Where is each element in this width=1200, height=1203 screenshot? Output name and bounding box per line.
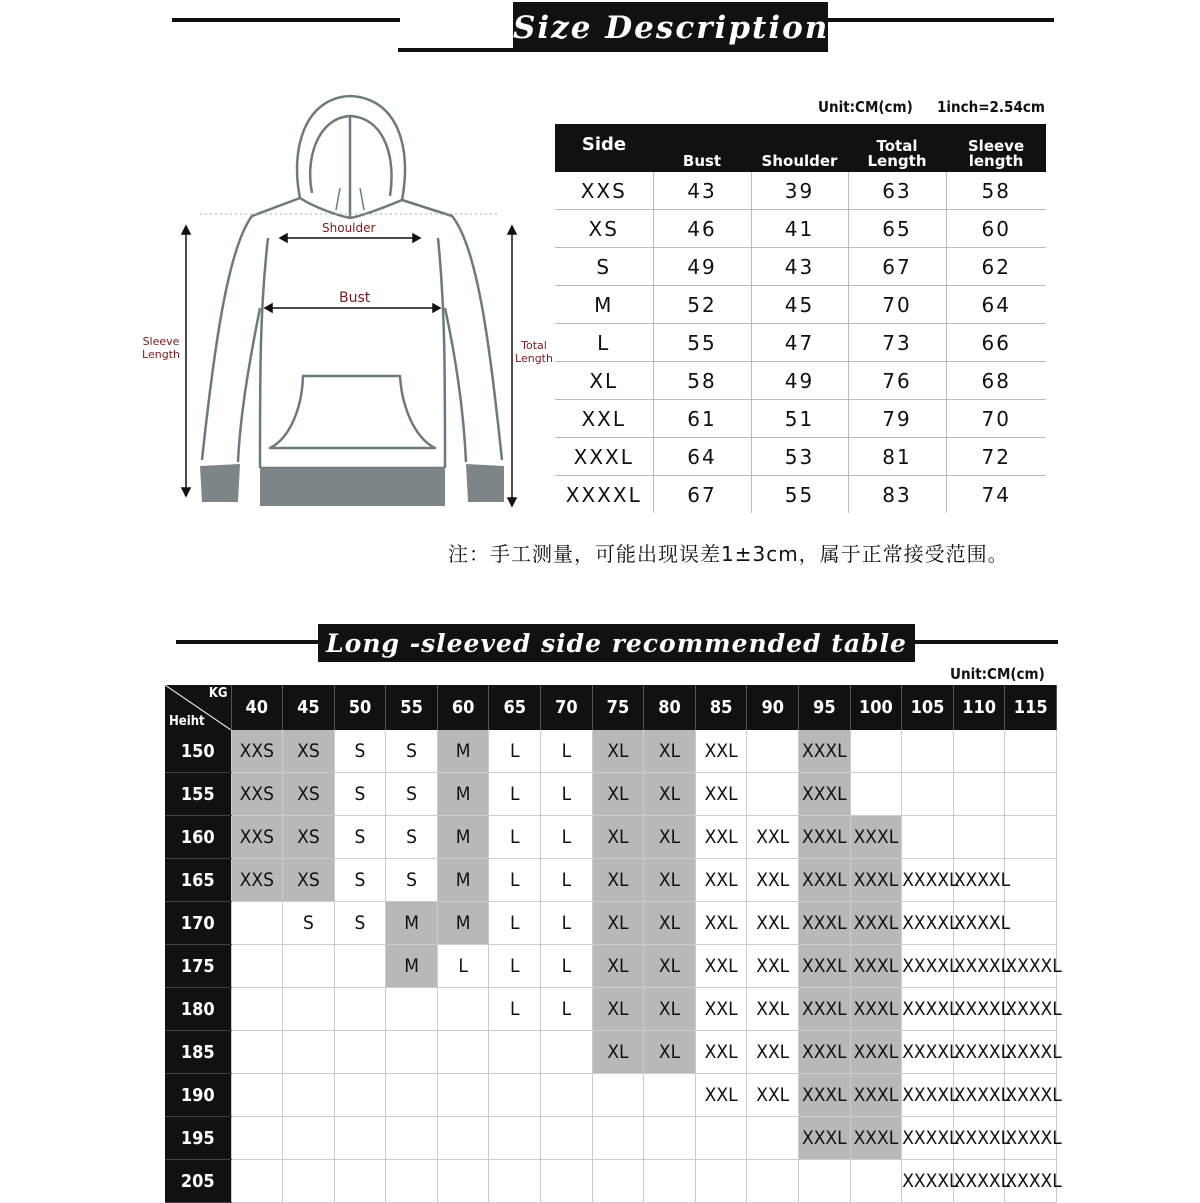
size-table-header [555,124,1046,172]
size-recommendation-cell: XXL [695,859,747,902]
height-label-cell: 160 [165,816,231,859]
size-row [555,476,1046,514]
size-recommendation-cell [231,1031,283,1074]
size-value-cell: 52 [653,286,751,324]
size-recommendation-cell: XS [283,730,335,773]
header2-rule-right [912,640,1058,644]
size-recommendation-cell [902,730,954,773]
size-recommendation-cell: XXXXL [1005,1074,1057,1117]
size-recommendation-cell: XXL [695,773,747,816]
size-recommendation-cell: XXL [747,945,799,988]
weight-header: 60 [437,685,489,730]
size-recommendation-cell [541,1117,593,1160]
size-recommendation-cell: S [386,773,438,816]
size-recommendation-cell [283,1117,335,1160]
size-recommendation-cell: XXXL [850,1074,902,1117]
sleeve-label-line1: Sleeve [142,335,180,348]
size-value-cell: 70 [946,400,1046,438]
size-recommendation-cell [489,1117,541,1160]
size-recommendation-cell: XXXL [799,1031,851,1074]
weight-header: 75 [592,685,644,730]
weight-header: 45 [283,685,335,730]
size-value-cell: 58 [946,172,1046,210]
size-recommendation-cell: XXXL [850,1117,902,1160]
weight-header: 50 [334,685,386,730]
height-label-cell: 165 [165,859,231,902]
size-recommendation-cell: XXXL [799,1074,851,1117]
weight-header: 100 [850,685,902,730]
size-recommendation-cell: XL [592,730,644,773]
size-recommendation-cell: XXXXL [1005,988,1057,1031]
size-recommendation-cell: S [334,773,386,816]
size-value-cell: 67 [653,476,751,514]
header-rule-left-top [172,18,400,22]
weight-header: 65 [489,685,541,730]
size-value-cell: 45 [751,286,848,324]
size-recommendation-cell [592,1117,644,1160]
sleeve-length-label [136,335,186,361]
size-header-4: Sleeve length [946,124,1046,172]
size-recommendation-cell: XXXL [850,859,902,902]
size-value-cell: 73 [848,324,946,362]
size-recommendation-cell: XXXXL [902,1160,954,1203]
size-recommendation-cell [231,1074,283,1117]
size-recommendation-cell: XL [592,816,644,859]
size-header-2: Shoulder [751,124,848,172]
size-recommendation-cell: L [541,773,593,816]
size-recommendation-cell [799,1160,851,1203]
size-recommendation-cell: L [489,859,541,902]
size-recommendation-cell [489,1031,541,1074]
size-recommendation-cell: XXXXL [953,1031,1005,1074]
size-recommendation-cell: XXXL [850,816,902,859]
size-recommendation-cell: XXXXL [1005,1160,1057,1203]
size-recommendation-cell [437,1117,489,1160]
size-recommendation-cell [386,1031,438,1074]
height-row [165,902,1057,945]
size-recommendation-cell [644,1117,696,1160]
size-label-cell: L [555,324,653,362]
size-recommendation-cell: XXXXL [953,1074,1005,1117]
size-value-cell: 70 [848,286,946,324]
size-recommendation-cell: L [541,988,593,1031]
header-rule-left-bottom [398,48,518,52]
weight-header: 90 [747,685,799,730]
size-recommendation-cell: L [541,816,593,859]
total-label-line1: Total [521,339,547,352]
size-value-cell: 55 [751,476,848,514]
size-recommendation-cell: M [437,773,489,816]
size-recommendation-cell [953,730,1005,773]
shoulder-label: Shoulder [322,221,376,235]
size-row [555,286,1046,324]
weight-header-row [165,685,1057,730]
height-row [165,730,1057,773]
size-row [555,248,1046,286]
size-recommendation-cell [902,816,954,859]
size-recommendation-cell [953,773,1005,816]
size-recommendation-cell: XXXL [850,988,902,1031]
height-label-cell: 185 [165,1031,231,1074]
size-recommendation-cell: S [386,859,438,902]
size-label-cell: XXS [555,172,653,210]
size-recommendation-cell [334,1117,386,1160]
size-recommendation-cell: XXL [695,988,747,1031]
size-value-cell: 47 [751,324,848,362]
size-recommendation-cell: XXXL [850,902,902,945]
size-recommendation-cell [1005,859,1057,902]
size-row [555,324,1046,362]
size-recommendation-cell [283,1074,335,1117]
size-value-cell: 74 [981,482,1011,507]
size-recommendation-cell: XL [644,859,696,902]
weight-header: 105 [902,685,954,730]
size-recommendation-cell: XXXXL [902,859,954,902]
height-row [165,859,1057,902]
recommended-table-title: Long -sleeved side recommended table [318,624,915,662]
size-recommendation-cell [334,1074,386,1117]
size-recommendation-cell [283,1160,335,1203]
size-row [555,362,1046,400]
size-recommendation-cell: XXL [747,1074,799,1117]
size-value-cell: 60 [946,210,1046,248]
size-recommendation-cell [283,1031,335,1074]
height-row [165,1117,1057,1160]
total-length-label [510,339,558,365]
size-recommendation-cell [386,1160,438,1203]
size-recommendation-cell: L [489,773,541,816]
size-recommendation-cell: XL [644,1031,696,1074]
size-recommendation-cell: S [334,730,386,773]
size-value-cell: 39 [751,172,848,210]
size-recommendation-cell: XS [283,816,335,859]
size-value-cell: 51 [751,400,848,438]
size-recommendation-cell [644,1074,696,1117]
kg-label: KG [208,686,228,701]
size-row [555,438,1046,476]
size-recommendation-cell: XXL [695,730,747,773]
height-label-cell: 155 [165,773,231,816]
size-recommendation-cell [231,1160,283,1203]
size-label-cell: XXL [555,400,653,438]
size-value-cell: 61 [653,400,751,438]
size-recommendation-cell: XL [592,1031,644,1074]
size-recommendation-cell [850,773,902,816]
size-recommendation-cell [231,1117,283,1160]
size-recommendation-cell: XL [644,945,696,988]
height-label-cell: 175 [165,945,231,988]
size-recommendation-cell: XL [644,773,696,816]
size-recommendation-cell: XL [644,730,696,773]
size-recommendation-cell: XXXXL [902,1117,954,1160]
size-value-cell: 83 [848,476,946,514]
size-value-cell: 79 [848,400,946,438]
size-recommendation-cell: XXXXL [902,1031,954,1074]
height-label-cell: 180 [165,988,231,1031]
size-recommendation-cell: XXXXL [1005,945,1057,988]
size-header-3: Total Length [848,124,946,172]
size-recommendation-cell [231,945,283,988]
size-recommendation-cell: XXXXL [953,1117,1005,1160]
size-recommendation-cell: XXXXL [953,902,1005,945]
weight-header: 110 [953,685,1005,730]
size-description-title: Size Description [513,2,828,52]
unit-note: Unit:CM(cm) [818,98,913,116]
size-recommendation-cell: L [489,945,541,988]
size-label-cell: S [555,248,653,286]
size-recommendation-cell: XXXXL [1005,1031,1057,1074]
size-recommendation-cell: XL [644,902,696,945]
size-recommendation-cell [437,988,489,1031]
size-recommendation-cell [1005,902,1057,945]
size-recommendation-cell: XXXL [850,1031,902,1074]
size-recommendation-cell: M [386,902,438,945]
size-recommendation-cell [386,1074,438,1117]
size-value-cell: 46 [653,210,751,248]
size-header-1: Bust [653,124,751,172]
size-recommendation-cell: XXXXL [953,988,1005,1031]
size-row [555,172,1046,210]
size-recommendation-cell: XXL [747,988,799,1031]
size-recommendation-cell: L [541,902,593,945]
table-corner [165,685,231,730]
unit-note-2: Unit:CM(cm) [950,665,1045,683]
size-recommendation-cell: XXXL [799,988,851,1031]
size-recommendation-cell [592,1074,644,1117]
size-recommendation-cell: XS [283,859,335,902]
weight-header: 115 [1005,685,1057,730]
size-recommendation-cell [695,1160,747,1203]
size-recommendation-cell [334,945,386,988]
size-recommendation-cell: XXL [747,859,799,902]
size-recommendation-cell [386,988,438,1031]
size-recommendation-cell: XXL [747,1031,799,1074]
size-recommendation-cell: XXXL [799,816,851,859]
sleeve-label-line2: Length [142,348,180,361]
size-value-cell: 64 [653,438,751,476]
size-recommendation-cell: XL [644,988,696,1031]
size-recommendation-cell: XXL [695,902,747,945]
size-recommendation-cell: M [386,945,438,988]
inch-note: 1inch=2.54cm [937,98,1045,116]
recommendation-table [165,685,1062,1203]
size-recommendation-cell: L [489,816,541,859]
size-recommendation-cell [334,1160,386,1203]
size-recommendation-cell: L [489,730,541,773]
size-header-0: Side [555,124,653,172]
size-recommendation-cell: XXL [747,816,799,859]
size-recommendation-cell [231,988,283,1031]
size-recommendation-cell: M [437,859,489,902]
size-recommendation-cell: S [386,816,438,859]
size-recommendation-cell [902,773,954,816]
size-recommendation-cell [850,730,902,773]
height-label-cell: 170 [165,902,231,945]
size-recommendation-cell: XXXXL [953,945,1005,988]
size-recommendation-cell [437,1031,489,1074]
measurement-note: 注：手工测量，可能出现误差1±3cm，属于正常接受范围。 [448,542,1009,566]
size-value-cell: 68 [946,362,1046,400]
height-label: Heiht [169,714,205,729]
size-recommendation-cell: M [437,816,489,859]
bust-label: Bust [339,290,371,306]
size-recommendation-cell: XXS [231,816,283,859]
size-recommendation-cell: XXXXL [902,902,954,945]
size-recommendation-cell: XXXL [799,1117,851,1160]
total-label-line2: Length [515,352,553,365]
height-row [165,1031,1057,1074]
size-recommendation-cell [231,902,283,945]
size-recommendation-cell: XXXL [799,773,851,816]
height-row [165,1074,1057,1117]
size-recommendation-cell: XL [592,945,644,988]
height-label-cell: 205 [165,1160,231,1203]
size-recommendation-cell: XXXXL [902,1074,954,1117]
height-label-cell: 195 [165,1117,231,1160]
size-recommendation-cell [437,1074,489,1117]
size-recommendation-cell: XXL [695,945,747,988]
height-row [165,1160,1057,1203]
weight-header: 95 [799,685,851,730]
size-recommendation-cell: L [489,988,541,1031]
size-row [555,210,1046,248]
size-recommendation-cell [283,988,335,1031]
size-value-cell: 63 [848,172,946,210]
size-recommendation-cell [541,1160,593,1203]
size-recommendation-cell: XXS [231,859,283,902]
size-recommendation-cell: M [437,902,489,945]
size-value-cell: 64 [946,286,1046,324]
size-recommendation-cell: XXL [747,902,799,945]
weight-header: 55 [386,685,438,730]
header-rule-right [826,18,1054,22]
size-recommendation-cell [592,1160,644,1203]
size-recommendation-cell [489,1074,541,1117]
size-recommendation-cell: XXXL [850,945,902,988]
size-value-cell: 66 [946,324,1046,362]
size-recommendation-cell: XS [283,773,335,816]
size-value-cell: 67 [848,248,946,286]
size-recommendation-cell: XXXL [799,859,851,902]
size-label-cell: XXXXL [555,476,653,514]
size-label-cell: XL [555,362,653,400]
size-value-cell: 58 [653,362,751,400]
size-recommendation-cell [489,1160,541,1203]
weight-header: 40 [231,685,283,730]
weight-header: 70 [541,685,593,730]
size-recommendation-cell: XXL [695,1031,747,1074]
size-recommendation-cell: XL [644,816,696,859]
size-value-cell: 49 [751,362,848,400]
header2-rule-left [176,640,321,644]
size-value-cell: 62 [946,248,1046,286]
size-table [555,124,1046,513]
size-recommendation-cell [747,730,799,773]
size-recommendation-cell: S [283,902,335,945]
size-recommendation-cell [1005,816,1057,859]
size-recommendation-cell: L [541,859,593,902]
size-value-cell: 43 [751,248,848,286]
size-recommendation-cell: L [541,945,593,988]
size-recommendation-cell: L [541,730,593,773]
size-recommendation-cell: XXXXL [953,859,1005,902]
size-recommendation-cell [283,945,335,988]
size-recommendation-cell: XXXXL [902,945,954,988]
size-value-cell: 55 [653,324,751,362]
size-recommendation-cell: S [334,902,386,945]
size-value-cell: 81 [848,438,946,476]
size-recommendation-cell: XL [592,902,644,945]
size-value-cell: 49 [653,248,751,286]
size-recommendation-cell: XXXXL [953,1160,1005,1203]
size-row [555,400,1046,438]
size-recommendation-cell [644,1160,696,1203]
size-recommendation-cell: XXL [695,1074,747,1117]
size-recommendation-cell [334,1031,386,1074]
size-recommendation-cell [437,1160,489,1203]
size-recommendation-cell [953,816,1005,859]
size-recommendation-cell: L [489,902,541,945]
size-label-cell: XXXL [555,438,653,476]
size-value-cell: 76 [848,362,946,400]
size-recommendation-cell: S [334,859,386,902]
size-recommendation-cell [695,1117,747,1160]
size-recommendation-cell [1005,773,1057,816]
size-recommendation-cell [541,1074,593,1117]
size-recommendation-cell [1005,730,1057,773]
size-recommendation-cell: XL [592,988,644,1031]
height-row [165,945,1057,988]
size-recommendation-cell: XL [592,773,644,816]
size-recommendation-cell [386,1117,438,1160]
size-recommendation-cell: S [334,816,386,859]
size-recommendation-cell: XXXL [799,902,851,945]
height-label-cell: 150 [165,730,231,773]
height-row [165,988,1057,1031]
weight-header: 80 [644,685,696,730]
size-recommendation-cell [747,1160,799,1203]
size-recommendation-cell: S [386,730,438,773]
size-recommendation-cell [334,988,386,1031]
size-recommendation-cell: XXS [231,730,283,773]
size-recommendation-cell: XXXXL [902,988,954,1031]
size-value-cell: 65 [848,210,946,248]
size-value-cell: 53 [751,438,848,476]
size-recommendation-cell: M [437,730,489,773]
size-recommendation-cell: XXS [231,773,283,816]
size-recommendation-cell: XL [592,859,644,902]
size-recommendation-cell: XXXXL [1005,1117,1057,1160]
height-row [165,773,1057,816]
size-value-cell: 72 [946,438,1046,476]
size-recommendation-cell [747,773,799,816]
size-recommendation-cell [747,1117,799,1160]
size-recommendation-cell [850,1160,902,1203]
size-recommendation-cell [541,1031,593,1074]
size-recommendation-cell: XXXL [799,945,851,988]
height-label-cell: 190 [165,1074,231,1117]
size-label-cell: M [555,286,653,324]
size-recommendation-cell: XXXL [799,730,851,773]
size-value-cell: 41 [751,210,848,248]
height-row [165,816,1057,859]
size-label-cell: XS [555,210,653,248]
size-value-cell: 43 [653,172,751,210]
size-recommendation-cell: L [437,945,489,988]
weight-header: 85 [695,685,747,730]
size-recommendation-cell: XXL [695,816,747,859]
